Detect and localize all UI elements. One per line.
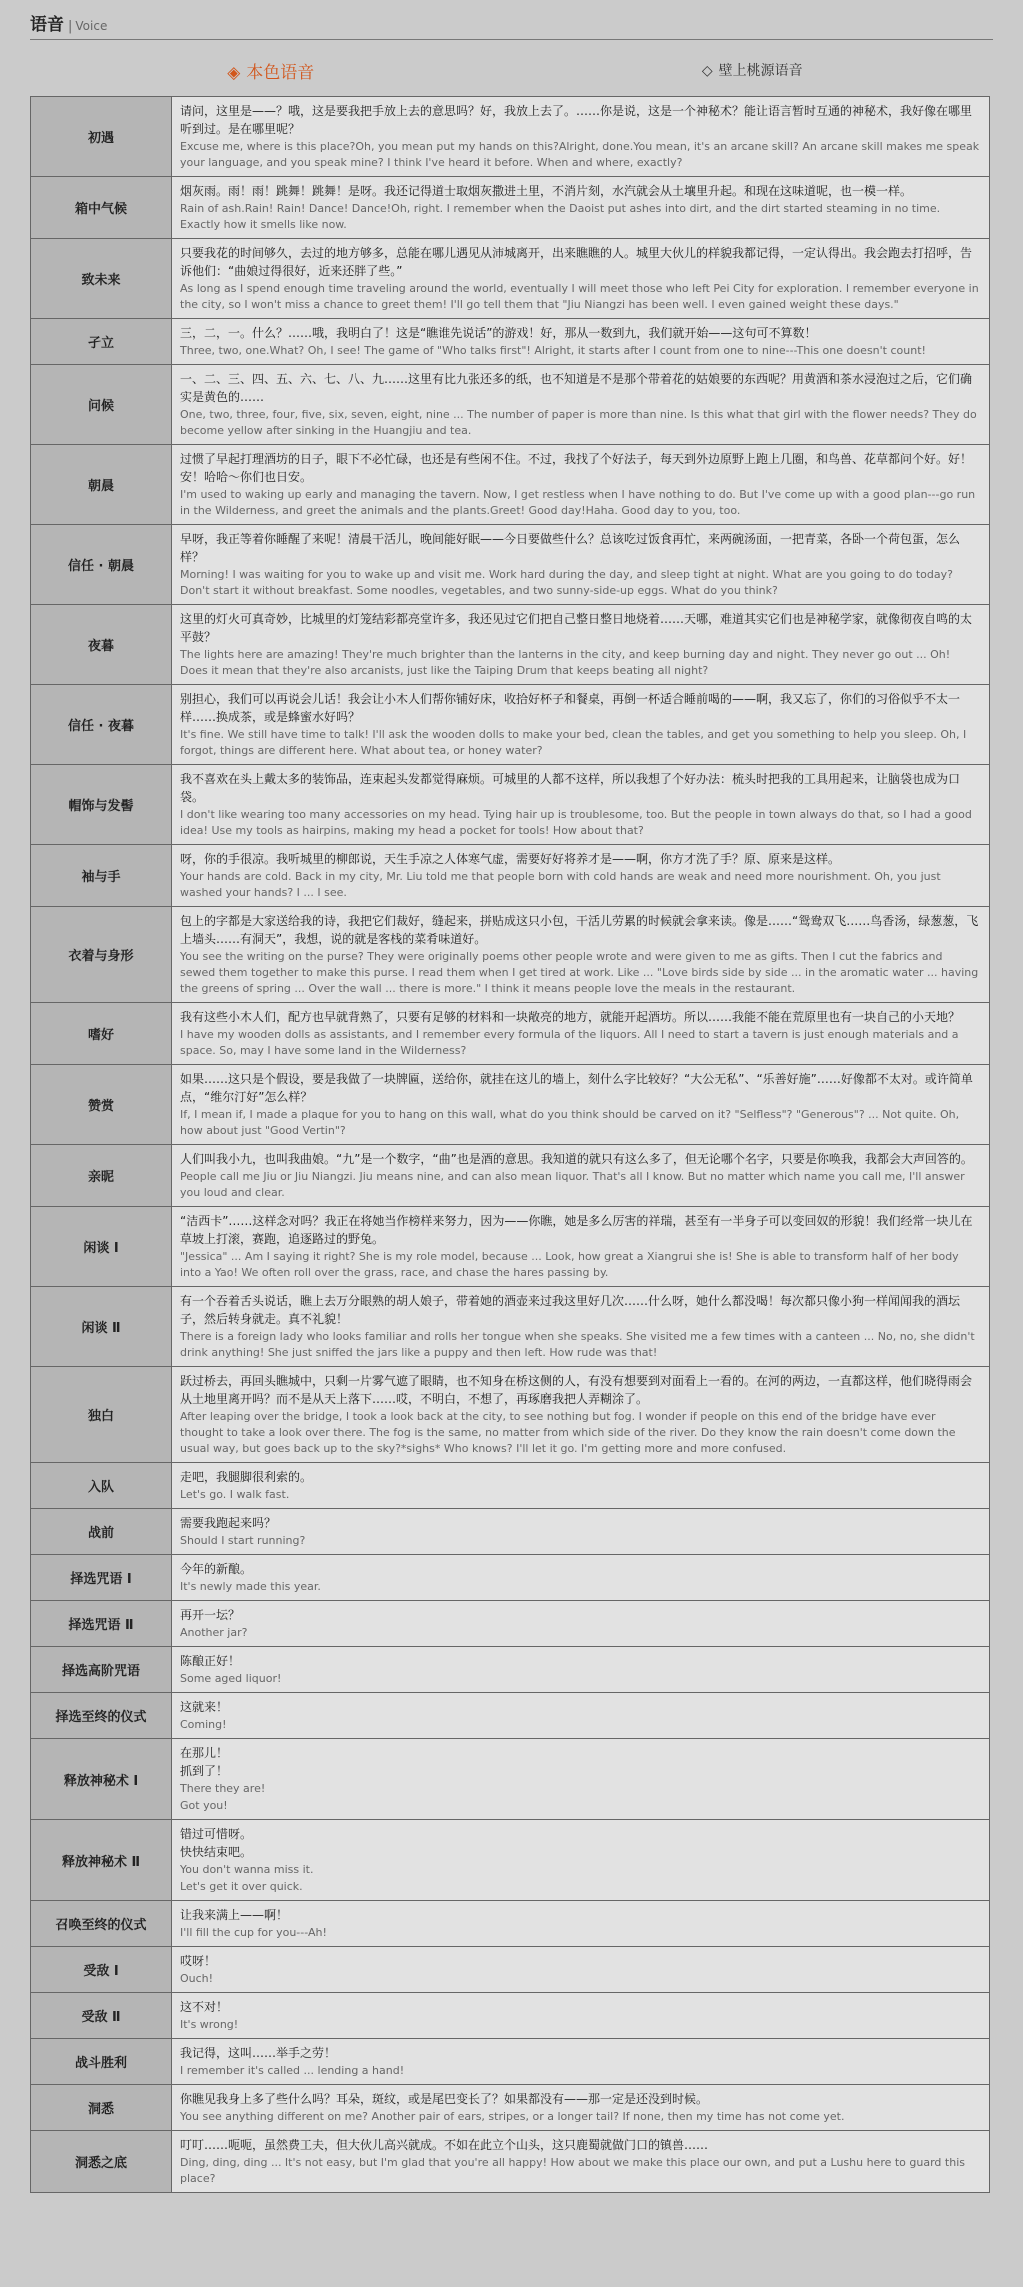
voice-line-cn: 抓到了！ <box>180 1764 229 1778</box>
table-row <box>31 1145 990 1207</box>
table-row <box>31 239 990 319</box>
voice-title: 夜暮 <box>31 605 172 685</box>
voice-line-cn: 三，二，一。什么？……哦，我明白了！这是“瞧谁先说话”的游戏！好，那从一数到九，我们就开始——这句可不算数！ <box>180 326 817 340</box>
voice-line-cn: 这不对！ <box>180 2000 229 2014</box>
voice-title: 袖与手 <box>31 845 172 907</box>
voice-line-cn: 别担心，我们可以再说会儿话！我会让小木人们帮你铺好床，收拾好杯子和餐桌，再倒一杯适合睡前喝的——啊，我又忘了，你们的习俗似乎不太一样……换成茶，或是蜂蜜水好吗？ <box>180 692 961 724</box>
voice-line-en: Three, two, one.What? Oh, I see! The game of "Who talks first"! Alright, it starts after I count from one to nine---This one doesn't count! <box>180 344 926 357</box>
table-row <box>31 1693 990 1739</box>
voice-title: 嗜好 <box>31 1003 172 1065</box>
voice-line-en: You see the writing on the purse? They were originally poems other people wrote and were given to me as gifts. Then I cut the fabrics and sewed them together to make this purse. I read them when I get tired at work. Like ... "Love birds side by side ... in the aromatic water ... having the greens of spring ... Over the wall ... there is more." I think it means people love the meals in the restaurant. <box>180 950 979 995</box>
voice-line-en: It's newly made this year. <box>180 1580 321 1593</box>
voice-tabs <box>30 52 993 88</box>
voice-content <box>172 1287 990 1367</box>
voice-table <box>30 96 990 2193</box>
voice-line-en: If, I mean if, I made a plaque for you to hang on this wall, what do you think should be carved on it? "Selfless"? "Generous"? ... Not quite. Oh, how about just "Good Vertin"? <box>180 1108 960 1137</box>
voice-title: 召唤至终的仪式 <box>31 1901 172 1947</box>
voice-line-cn: 需要我跑起来吗？ <box>180 1516 277 1530</box>
voice-title: 受敌 Ⅱ <box>31 1993 172 2039</box>
table-row <box>31 765 990 845</box>
voice-line-cn: 这就来！ <box>180 1700 229 1714</box>
voice-title: 择选至终的仪式 <box>31 1693 172 1739</box>
voice-line-en: Ouch! <box>180 1972 214 1985</box>
table-row <box>31 1207 990 1287</box>
voice-content <box>172 525 990 605</box>
voice-content <box>172 2085 990 2131</box>
voice-line-cn: 一、二、三、四、五、六、七、八、九……这里有比九张还多的纸，也不知道是不是那个带着花的姑娘要的东西呢？用黄酒和茶水浸泡过之后，它们确实是黄色的…… <box>180 372 973 404</box>
voice-line-cn: 有一个吞着舌头说话，瞧上去万分眼熟的胡人娘子，带着她的酒壶来过我这里好几次……什么呀，她什么都没喝！每次都只像小狗一样闻闻我的酒坛子，然后转身就走。真不礼貌！ <box>180 1294 961 1326</box>
voice-line-en: There is a foreign lady who looks familiar and rolls her tongue when she speaks. She visited me a few times with a canteen ... No, no, she didn't drink anything! She just sniffed the jars like a puppy and then left. How rude was that! <box>180 1330 975 1359</box>
voice-content <box>172 1947 990 1993</box>
voice-title: 择选咒语 Ⅰ <box>31 1555 172 1601</box>
voice-line-en: I'll fill the cup for you---Ah! <box>180 1926 327 1939</box>
tab-default-voice[interactable] <box>30 58 512 83</box>
voice-content <box>172 97 990 177</box>
voice-line-cn: 人们叫我小九，也叫我曲娘。“九”是一个数字，“曲”也是酒的意思。我知道的就只有这么多了，但无论哪个名字，只要是你唤我，我都会大声回答的。 <box>180 1152 973 1166</box>
voice-title: 择选咒语 Ⅱ <box>31 1601 172 1647</box>
table-row <box>31 1901 990 1947</box>
voice-title: 信任 · 朝晨 <box>31 525 172 605</box>
table-row <box>31 1555 990 1601</box>
section-title: 语音 <box>30 15 64 35</box>
voice-line-en: Another jar? <box>180 1626 248 1639</box>
voice-content <box>172 1509 990 1555</box>
voice-title: 赞赏 <box>31 1065 172 1145</box>
voice-line-cn: 请问，这里是——？哦，这是要我把手放上去的意思吗？好，我放上去了。……你是说，这是一个神秘术？能让语言暂时互通的神秘术，我好像在哪里听到过。是在哪里呢？ <box>180 104 973 136</box>
voice-content <box>172 845 990 907</box>
voice-title: 入队 <box>31 1463 172 1509</box>
diamond-outline-icon: ◇ <box>701 63 713 79</box>
voice-line-cn: 只要我花的时间够久，去过的地方够多，总能在哪儿遇见从沛城离开，出来瞧瞧的人。城里大伙儿的样貌我都记得，一定认得出。我会跑去打招呼，告诉他们：“曲娘过得很好，近来还胖了些。” <box>180 246 973 278</box>
voice-line-en: It's fine. We still have time to talk! I'll ask the wooden dolls to make your bed, clean the tables, and get you something to help you sleep. Oh, I forgot, things are different here. What about tea, or honey water? <box>180 728 967 757</box>
voice-title: 战斗胜利 <box>31 2039 172 2085</box>
voice-content <box>172 1145 990 1207</box>
voice-line-en: I have my wooden dolls as assistants, and I remember every formula of the liquors. All I need to start a tavern is just enough materials and a space. So, may I have some land in the Wilderness? <box>180 1028 959 1057</box>
voice-line-cn: 哎呀！ <box>180 1954 217 1968</box>
voice-line-cn: 错过可惜呀。 <box>180 1827 253 1841</box>
voice-line-cn: 这里的灯火可真奇妙，比城里的灯笼结彩都亮堂许多，我还见过它们把自己整日整日地烧着……天哪，难道其实它们也是神秘学家，就像彻夜自鸣的太平鼓？ <box>180 612 973 644</box>
voice-line-en: Let's go. I walk fast. <box>180 1488 290 1501</box>
voice-content <box>172 1820 990 1901</box>
voice-content <box>172 1065 990 1145</box>
voice-content <box>172 685 990 765</box>
voice-content <box>172 765 990 845</box>
voice-title: 战前 <box>31 1509 172 1555</box>
voice-line-cn: 我不喜欢在头上戴太多的装饰品，连束起头发都觉得麻烦。可城里的人都不这样，所以我想了个好办法：梳头时把我的工具用起来，让脑袋也成为口袋。 <box>180 772 961 804</box>
voice-line-en: Coming! <box>180 1718 227 1731</box>
voice-content <box>172 319 990 365</box>
voice-line-en: I don't like wearing too many accessories on my head. Tying hair up is troublesome, too. But the people in town always do that, so I had a good idea! Use my tools as hairpins, making my head a pocket for tools! How about that? <box>180 808 972 837</box>
section-subtitle: Voice <box>75 19 108 33</box>
voice-line-cn: 如果……这只是个假设，要是我做了一块牌匾，送给你，就挂在这儿的墙上，刻什么字比较好？“大公无私”、“乐善好施”……好像都不太对。或许简单点，“维尔汀好”怎么样？ <box>180 1072 973 1104</box>
voice-line-cn: 过惯了早起打理酒坊的日子，眼下不必忙碌，也还是有些闲不住。不过，我找了个好法子，每天到外边原野上跑上几圈，和鸟兽、花草都问个好。好！安！哈哈～你们也日安。 <box>180 452 973 484</box>
voice-line-cn: 跃过桥去，再回头瞧城中，只剩一片雾气遮了眼睛，也不知身在桥这侧的人，有没有想要到对面看上一看的。在河的两边，一直都这样，他们晓得雨会从土地里离开吗？而不是从天上落下……哎，不明白，不想了，再琢磨我把人弄糊涂了。 <box>180 1374 973 1406</box>
voice-title: 朝晨 <box>31 445 172 525</box>
voice-line-cn: 呀，你的手很凉。我听城里的柳郎说，天生手凉之人体寒气虚，需要好好将养才是——啊，你方才洗了手？原、原来是这样。 <box>180 852 841 866</box>
table-row <box>31 1003 990 1065</box>
voice-line-cn: 走吧，我腿脚很利索的。 <box>180 1470 313 1484</box>
table-row <box>31 319 990 365</box>
voice-content <box>172 1555 990 1601</box>
voice-line-cn: 在那儿！ <box>180 1746 229 1760</box>
voice-content <box>172 605 990 685</box>
voice-content <box>172 239 990 319</box>
voice-content <box>172 1463 990 1509</box>
table-row <box>31 1820 990 1901</box>
table-row <box>31 445 990 525</box>
voice-content <box>172 1901 990 1947</box>
voice-line-cn: 包上的字都是大家送给我的诗，我把它们裁好，缝起来，拼贴成这只小包，干活儿劳累的时候就会拿来读。像是……“鸳鸯双飞……鸟香汤，绿葱葱，飞上墙头……有洞天”，我想，说的就是客栈的菜肴味道好。 <box>180 914 979 946</box>
table-row <box>31 2039 990 2085</box>
voice-line-cn: 让我来满上——啊！ <box>180 1908 289 1922</box>
voice-title: 初遇 <box>31 97 172 177</box>
table-row <box>31 1287 990 1367</box>
voice-content <box>172 1647 990 1693</box>
table-row <box>31 1065 990 1145</box>
table-row <box>31 845 990 907</box>
voice-title: 洞悉之底 <box>31 2131 172 2193</box>
voice-line-en: Morning! I was waiting for you to wake up and visit me. Work hard during the day, and sleep tight at night. What are you going to do today? Don't start it without breakfast. Some noodles, vegetables, and two sunny-side-up eggs. What do you think? <box>180 568 953 597</box>
voice-line-en: As long as I spend enough time traveling around the world, eventually I will meet those who left Pei City for exploration. I remember everyone in the city, so I won't miss a chance to greet them! I'll go tell them that "Jiu Niangzi has been well. I even gained weight these days." <box>180 282 979 311</box>
voice-line-cn: “洁西卡”……这样念对吗？我正在将她当作榜样来努力，因为——你瞧，她是多么厉害的祥瑞，甚至有一半身子可以变回奴的形貌！我们经常一块儿在草坡上打滚，赛跑，追逐路过的野兔。 <box>180 1214 973 1246</box>
voice-content <box>172 1207 990 1287</box>
diamond-icon: ◈ <box>227 62 241 83</box>
table-row <box>31 525 990 605</box>
table-row <box>31 97 990 177</box>
tab-label: 本色语音 <box>246 62 315 83</box>
voice-title: 独白 <box>31 1367 172 1463</box>
voice-title: 亲昵 <box>31 1145 172 1207</box>
voice-content <box>172 907 990 1003</box>
voice-line-en: Got you! <box>180 1799 228 1812</box>
voice-content <box>172 1993 990 2039</box>
voice-title: 问候 <box>31 365 172 445</box>
voice-line-cn: 烟灰雨。雨！雨！跳舞！跳舞！是呀。我还记得道士取烟灰撒进土里，不消片刻，水汽就会从土壤里升起。和现在这味道呢，也一模一样。 <box>180 184 913 198</box>
voice-title: 闲谈 Ⅱ <box>31 1287 172 1367</box>
voice-title: 择选高阶咒语 <box>31 1647 172 1693</box>
table-row <box>31 1601 990 1647</box>
voice-title: 孑立 <box>31 319 172 365</box>
voice-title: 释放神秘术 Ⅱ <box>31 1820 172 1901</box>
voice-title: 闲谈 Ⅰ <box>31 1207 172 1287</box>
voice-title: 释放神秘术 Ⅰ <box>31 1739 172 1820</box>
voice-line-en: I remember it's called ... lending a hand! <box>180 2064 405 2077</box>
voice-line-en: "Jessica" ... Am I saying it right? She is my role model, because ... Look, how great a Xiangrui she is! She is able to transform half of her body into a Yao! We often roll over the grass, race, and chase the hares passing by. <box>180 1250 959 1279</box>
voice-content <box>172 1003 990 1065</box>
voice-title: 箱中气候 <box>31 177 172 239</box>
voice-content <box>172 1367 990 1463</box>
voice-line-en: Rain of ash.Rain! Rain! Dance! Dance!Oh, right. I remember when the Daoist put ashes into dirt, and the dirt started steaming in no time. Exactly how it smells like now. <box>180 202 941 231</box>
voice-content <box>172 445 990 525</box>
voice-title: 衣着与身形 <box>31 907 172 1003</box>
voice-line-cn: 再开一坛？ <box>180 1608 241 1622</box>
table-row <box>31 1947 990 1993</box>
voice-line-en: After leaping over the bridge, I took a look back at the city, to see nothing but fog. I wonder if people on this end of the bridge have ever thought to take a look over there. The fog is the same, no matter from which side of the river. Do they know the rain doesn't come down the usual way, but goes back up to the sky?*sighs* Who knows? I'll let it go. I'm getting more and more confused. <box>180 1410 956 1455</box>
voice-content <box>172 2131 990 2193</box>
voice-content <box>172 177 990 239</box>
voice-line-en: Your hands are cold. Back in my city, Mr. Liu told me that people born with cold hands are weak and need more nourishment. Oh, you just washed your hands? I ... I see. <box>180 870 941 899</box>
voice-line-en: One, two, three, four, five, six, seven, eight, nine ... The number of paper is more than nine. Is this what that girl with the flower needs? They do become yellow after sinking in the Huangjiu and tea. <box>180 408 977 437</box>
voice-page <box>0 8 1023 2193</box>
table-row <box>31 1367 990 1463</box>
voice-content <box>172 365 990 445</box>
table-row <box>31 1993 990 2039</box>
table-row <box>31 1509 990 1555</box>
voice-line-cn: 陈酿正好！ <box>180 1654 241 1668</box>
voice-line-en: I'm used to waking up early and managing the tavern. Now, I get restless when I have nothing to do. But I've come up with a good plan---go run in the Wilderness, and greet the animals and the plants.Greet! Good day!Haha. Good day to you, too. <box>180 488 976 517</box>
voice-line-cn: 早呀，我正等着你睡醒了来呢！清晨干活儿，晚间能好眠——今日要做些什么？总该吃过饭食再忙，来两碗汤面，一把青菜，各卧一个荷包蛋，怎么样？ <box>180 532 961 564</box>
section-header <box>30 8 993 40</box>
voice-title: 受敌 Ⅰ <box>31 1947 172 1993</box>
voice-line-en: Excuse me, where is this place?Oh, you mean put my hands on this?Alright, done.You mean, it's an arcane skill? An arcane skill makes me speak your language, and you speak mine? I think I've heard it before. When and where, exactly? <box>180 140 980 169</box>
voice-content <box>172 1601 990 1647</box>
voice-title: 致未来 <box>31 239 172 319</box>
table-row <box>31 685 990 765</box>
table-row <box>31 365 990 445</box>
voice-line-cn: 今年的新酿。 <box>180 1562 253 1576</box>
table-row <box>31 605 990 685</box>
voice-line-cn: 叮叮……呃呃，虽然费工夫，但大伙儿高兴就成。不如在此立个山头，这只鹿蜀就做门口的镇兽…… <box>180 2138 709 2152</box>
voice-content <box>172 1693 990 1739</box>
voice-content <box>172 2039 990 2085</box>
voice-title: 信任 · 夜暮 <box>31 685 172 765</box>
voice-line-en: People call me Jiu or Jiu Niangzi. Jiu means nine, and can also mean liquor. That's all I know. But no matter which name you call me, I'll answer you loud and clear. <box>180 1170 965 1199</box>
voice-line-en: It's wrong! <box>180 2018 239 2031</box>
voice-line-en: Some aged liquor! <box>180 1672 282 1685</box>
voice-line-cn: 快快结束吧。 <box>180 1845 253 1859</box>
table-row <box>31 907 990 1003</box>
tab-label: 壁上桃源语音 <box>718 63 803 79</box>
voice-line-en: The lights here are amazing! They're much brighter than the lanterns in the city, and keep burning day and night. They never go out ... Oh! Does it mean that they're also arcanists, just like the Taiping Drum that keeps beating all night? <box>180 648 951 677</box>
voice-title: 帽饰与发髻 <box>31 765 172 845</box>
voice-line-en: Should I start running? <box>180 1534 306 1547</box>
voice-title: 洞悉 <box>31 2085 172 2131</box>
voice-line-en: You see anything different on me? Another pair of ears, stripes, or a longer tail? If none, then my time has not come yet. <box>180 2110 845 2123</box>
table-row <box>31 1647 990 1693</box>
voice-line-en: There they are! <box>180 1782 266 1795</box>
table-row <box>31 2131 990 2193</box>
voice-line-cn: 你瞧见我身上多了些什么吗？耳朵，斑纹，或是尾巴变长了？如果都没有——那一定是还没到时候。 <box>180 2092 709 2106</box>
table-row <box>31 1739 990 1820</box>
table-row <box>31 177 990 239</box>
tab-skin-voice[interactable] <box>512 60 994 80</box>
voice-content <box>172 1739 990 1820</box>
title-separator: | <box>68 19 73 34</box>
voice-line-en: You don't wanna miss it. <box>180 1863 314 1876</box>
voice-line-cn: 我记得，这叫……举手之劳！ <box>180 2046 337 2060</box>
table-row <box>31 1463 990 1509</box>
voice-line-cn: 我有这些小木人们，配方也早就背熟了，只要有足够的材料和一块敞亮的地方，就能开起酒坊。所以……我能不能在荒原里也有一块自己的小天地？ <box>180 1010 961 1024</box>
voice-line-en: Ding, ding, ding ... It's not easy, but I'm glad that you're all happy! How about we make this place our own, and put a Lushu here to guard this place? <box>180 2156 965 2185</box>
table-row <box>31 2085 990 2131</box>
voice-line-en: Let's get it over quick. <box>180 1880 303 1893</box>
